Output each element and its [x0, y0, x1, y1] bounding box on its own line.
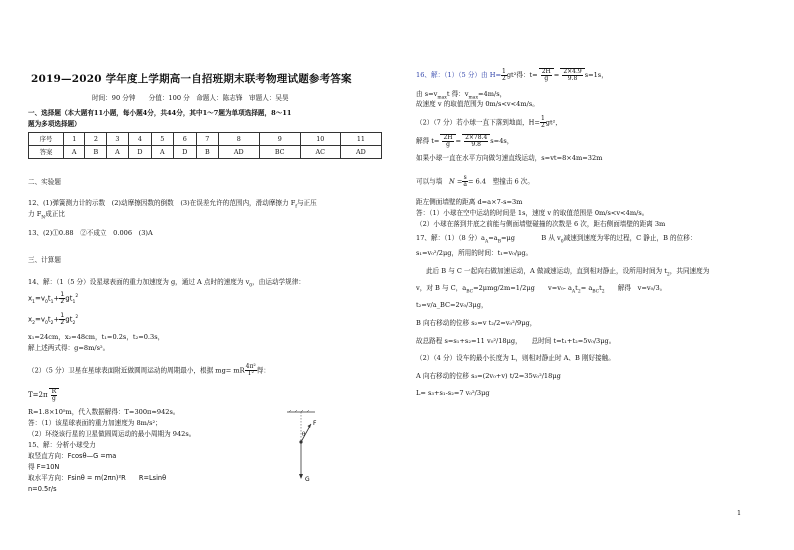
theta-label: θ [302, 432, 306, 438]
q17-line10: L= s₃+s₁-s₂=7 v₀²/3μg [416, 389, 490, 397]
q12-text-c: 力 F [28, 210, 42, 218]
l7-num: s [463, 174, 467, 181]
force-diagram [283, 410, 333, 485]
answer-cell: D [173, 146, 196, 159]
eq1-x: x [28, 294, 33, 303]
l7-eq: N = [448, 177, 463, 186]
answer-cell: AD [218, 146, 259, 159]
question-number: 2 [85, 133, 107, 146]
eq2-gt: gt [65, 315, 73, 324]
q17-line5: t₂=v/a_BC=2v₀/3μg， [416, 301, 488, 309]
l2-a: 由 s=v [416, 90, 438, 98]
force-f-label: F [313, 420, 317, 427]
radius-value: R=1.8×10⁵m，代入数据解得：T=300π≈942s。 [28, 408, 180, 416]
q16-den2: 9.8 [567, 75, 578, 82]
q17-line9: A 向右移动的位移 s₃=(2v₀+v) t/2=35v₀²/18μg [416, 372, 561, 380]
question-number: 1 [64, 133, 85, 146]
l11-d: 减速到速度为零的过程，C 静止，B 的位移： [563, 234, 697, 242]
eq2-plus: + [53, 315, 60, 324]
l2-b: t 得：v [446, 90, 469, 98]
period-equation [28, 388, 59, 402]
l5-b: = [455, 137, 462, 145]
q16-line9: 答：（1）小球在空中运动的时间是 1s，速度 v 的取值范围是 0m/s<v<4m/s。 [416, 209, 649, 217]
q16-den3: g [446, 141, 450, 148]
q16-num4: 2×78.4 [465, 134, 488, 141]
q16-result: s=1s， [584, 71, 608, 79]
l14-c: t [575, 284, 578, 292]
l14-f: 解得 v=v₀/3。 [604, 284, 667, 292]
q17-line6: B 向右移动的位移 s₂=v t₂/2=v₀²/9μg， [416, 319, 537, 327]
q12-text-b: 与正压 [296, 199, 317, 207]
q16-text: 16、解：（1）（5 分）由 H= [416, 71, 501, 79]
half-fraction: $\frac{1}{2}$ [502, 67, 506, 82]
q16-text-b: gt²得：t= [506, 71, 538, 79]
page-title: 2019—2020 学年度上学期高一自招班期末联考物理试题参考答案 [31, 73, 352, 85]
eq2-x: x [28, 315, 33, 324]
equation-1: $x_1=v_0t_1+$ $\frac{1}{2}$ $gt_1^2$ [28, 291, 79, 305]
question-number: 4 [128, 133, 151, 146]
q17-line4: v，对 B 与 C，$a_{BC}=2\mu mg/2m=1/2\mu g$ v=v₀- $a_At_2= a_{BC}t_2$ 解得 v=v₀/3。 [416, 284, 667, 295]
question-number: 8 [218, 133, 259, 146]
q16-line1 [416, 68, 608, 82]
q12-line1: 12、(1)弹簧测力计的示数 (2)动摩擦因数的倒数 (3)在误差允许的范围内，滑动摩擦力 $F_f$与正压 [28, 199, 317, 210]
q16-line6: 如果小球一直在水平方向做匀速直线运动，s=vt=8×4m=32m [416, 154, 603, 162]
period-eq-den: g [51, 395, 56, 402]
gravity-arrowhead [299, 474, 303, 479]
l14-a: v，对 B 与 C，a [416, 284, 467, 292]
answer-cell: A [107, 146, 128, 159]
q14-2-text-b: 得： [256, 366, 270, 375]
section3-heading: 三、计算题 [28, 256, 61, 264]
eq2-t: t [47, 315, 51, 324]
q16-line4 [416, 116, 562, 129]
ball-dot [299, 440, 302, 443]
exam-meta: 时间：90 分钟 分值：100 分 命题人：陈志锋 审题人：吴昊 [92, 94, 289, 102]
force-g-label: G [305, 476, 310, 483]
l14-d: = a [580, 284, 593, 292]
half-fraction: $\frac{1}{2}$ [540, 115, 545, 129]
q17-line7: 故总路程 s=s₁+s₂=11 v₀²/18μg， 总时间 t=t₁+t₂=5v₀/3μg。 [416, 337, 616, 345]
q15-vertical-eq: Fcosθ—G =ma [67, 452, 117, 460]
l14-b: =2μmg/2m=1/2μg v=v₀- a [473, 284, 572, 292]
question-number: 6 [173, 133, 196, 146]
q15-horizontal [28, 474, 166, 483]
period-eq-num: R [51, 388, 57, 395]
answer-cell: B [196, 146, 218, 159]
period-eq-text: T=2π [28, 391, 48, 399]
l11-b: =a [488, 234, 498, 242]
tension-arrowhead [308, 424, 312, 428]
q16-line8: 距左侧面墙壁的距离 d=a×7-s=3m [416, 198, 523, 206]
q13-line: 13、(2)①0.88 ②不成立 0.006 (3)A [28, 229, 153, 237]
section1-heading: 一、选择题（本大题有11小题，每小题4分，共44分，其中1～7题为单项选择题，8～11 [28, 109, 292, 117]
q16-line10: （2）小球在落到井底之前能与侧面墙壁碰撞的次数是 6 次，距右侧面墙壁的距离 3m [416, 220, 666, 228]
table-row-numbers [29, 133, 382, 146]
question-number: 10 [300, 133, 340, 146]
q16-line3: 故速度 v 的取值范围为 0m/s<v<4m/s。 [416, 100, 539, 108]
answer-cell: D [128, 146, 151, 159]
l7-den: a [463, 181, 467, 188]
q16-line5 [416, 134, 513, 148]
answer-line-2: （2）环绕该行星的卫星做圆周运动的最小周期为 942s。 [28, 430, 196, 438]
q17-line3: 此后 B 与 C 一起向右做加速运动，A 做减速运动，直到相对静止，设所用时间为 $t_2$，共同速度为 [426, 267, 710, 278]
l5-c: s=4s， [490, 137, 514, 145]
q17-line8: （2）（4 分）设车的最小长度为 L，则相对静止时 A、B 刚好接触。 [416, 354, 615, 362]
q16-line7 [416, 175, 534, 188]
l2-c: =4m/s， [478, 90, 507, 98]
answer-cell: AD [340, 146, 381, 159]
q15-vertical-label: 取竖直方向： [28, 452, 68, 460]
eq1-t: t [47, 294, 51, 303]
q15-horizontal-label: 取水平方向： [28, 474, 68, 482]
section2-heading: 二、实验题 [28, 178, 61, 186]
l4-b: gt²， [545, 118, 562, 127]
section1-heading-cont: 题为多项选择题） [28, 120, 81, 128]
answer-cell: BC [259, 146, 300, 159]
question-number: 9 [259, 133, 300, 146]
q15-heading: 15、解：分析小球受力 [28, 441, 96, 449]
answer-cell: AC [300, 146, 340, 159]
q14-2-text: （2）（5 分）卫星在星球表面附近做圆周运动的周期最小，根据 mg= mR [28, 366, 245, 375]
l11-a: 17、解：（1）（8 分）a [416, 234, 485, 242]
eq1-gt: gt [65, 294, 73, 303]
q16-num2: 2×4.9 [563, 68, 582, 75]
q14-part2 [28, 364, 270, 377]
q15-vertical [28, 452, 116, 461]
q14-text-b: ，由运动学规律： [252, 278, 305, 286]
q16-den1: g [544, 75, 549, 82]
question-number: 11 [340, 133, 381, 146]
eq2-v: =v [35, 315, 46, 324]
q15-force: 得 F=10N [28, 463, 60, 471]
q12-line2: 力 $F_N$成正比 [28, 210, 65, 221]
l5-a: 解得 t= [416, 137, 440, 145]
table-row-answers [29, 146, 382, 159]
q15-result: n=0.5r/s [28, 485, 57, 493]
eq1-v: =v [35, 294, 46, 303]
q14-part1: 14、解：（1（5 分）设星球表面的重力加速度为 g，通过 A 点时的速度为 $v_0$，由运动学规律： [28, 278, 305, 289]
q16-num3: 2H [443, 134, 453, 141]
answer-line-1: 答：（1）该星球表面的重力加速度为 8m/s²； [28, 419, 162, 427]
page-number: 1 [737, 509, 742, 517]
half-fraction: $\frac{1}{2}$ [60, 291, 65, 305]
question-number: 7 [196, 133, 218, 146]
answer-cell: A [152, 146, 173, 159]
answer-table [28, 132, 382, 159]
half-fraction: $\frac{1}{2}$ [60, 312, 65, 326]
q16-line2: 由 $s=v_{max}t$ 得：$v_{max}=4m/s$， [416, 90, 507, 101]
answer-cell: A [64, 146, 85, 159]
row-label: 答案 [29, 146, 64, 159]
answer-cell: B [85, 146, 107, 159]
q15-horizontal-eq: Fsinθ = m(2πn)²R R=Lsinθ [67, 474, 167, 482]
q16-den4: 9.8 [471, 141, 481, 148]
q16-num1: 2H [541, 68, 551, 75]
solve-result: 解上述两式得：g=8m/s²。 [28, 344, 110, 352]
l7-a: 可以与墙 [416, 177, 443, 186]
question-number: 3 [107, 133, 128, 146]
l14-e: t [599, 284, 602, 292]
four-pi-sq-over-T-sq: $\frac{\text{4π²}}{\text{T²}}$ [245, 363, 256, 377]
l11-c: =μg B 从 v [501, 234, 561, 242]
l4-a: （2）（7 分）若小球一直下落到地面，H= [416, 118, 540, 127]
equation-2: $x_2=v_0t_2+$ $\frac{1}{2}$ $gt_2^2$ [28, 312, 79, 326]
row-label: 序号 [29, 133, 64, 146]
q12-text-a: 12、(1)弹簧测力计的示数 (2)动摩擦因数的倒数 (3)在误差允许的范围内，滑动摩擦力 F [28, 199, 296, 207]
q16-equals: = [553, 71, 560, 79]
l13-a: 此后 B 与 C 一起向右做加速运动，A 做减速运动，直到相对静止，设所用时间为 t [426, 267, 667, 275]
l7-c: = 6.4 塑撞击 6 次。 [467, 177, 534, 186]
l13-b: ，共同速度为 [669, 267, 710, 275]
q17-line1: 17、解：（1）（8 分）$a_A=a_B=\mu g$ B 从 $v_0$减速到速度为零的过程，C 静止，B 的位移： [416, 234, 697, 245]
q14-text: 14、解：（1（5 分）设星球表面的重力加速度为 g，通过 A 点时的速度为 v [28, 278, 250, 286]
question-number: 5 [152, 133, 173, 146]
q12-text-d: 成正比 [45, 210, 65, 218]
eq1-plus: + [53, 294, 60, 303]
given-values: x₁=24cm，x₂=48cm，t₁=0.2s，t₂=0.3s， [28, 333, 165, 341]
q17-line2: s₁=v₀²/2μg，所用的时间：t₁=v₀/μg。 [416, 249, 533, 257]
